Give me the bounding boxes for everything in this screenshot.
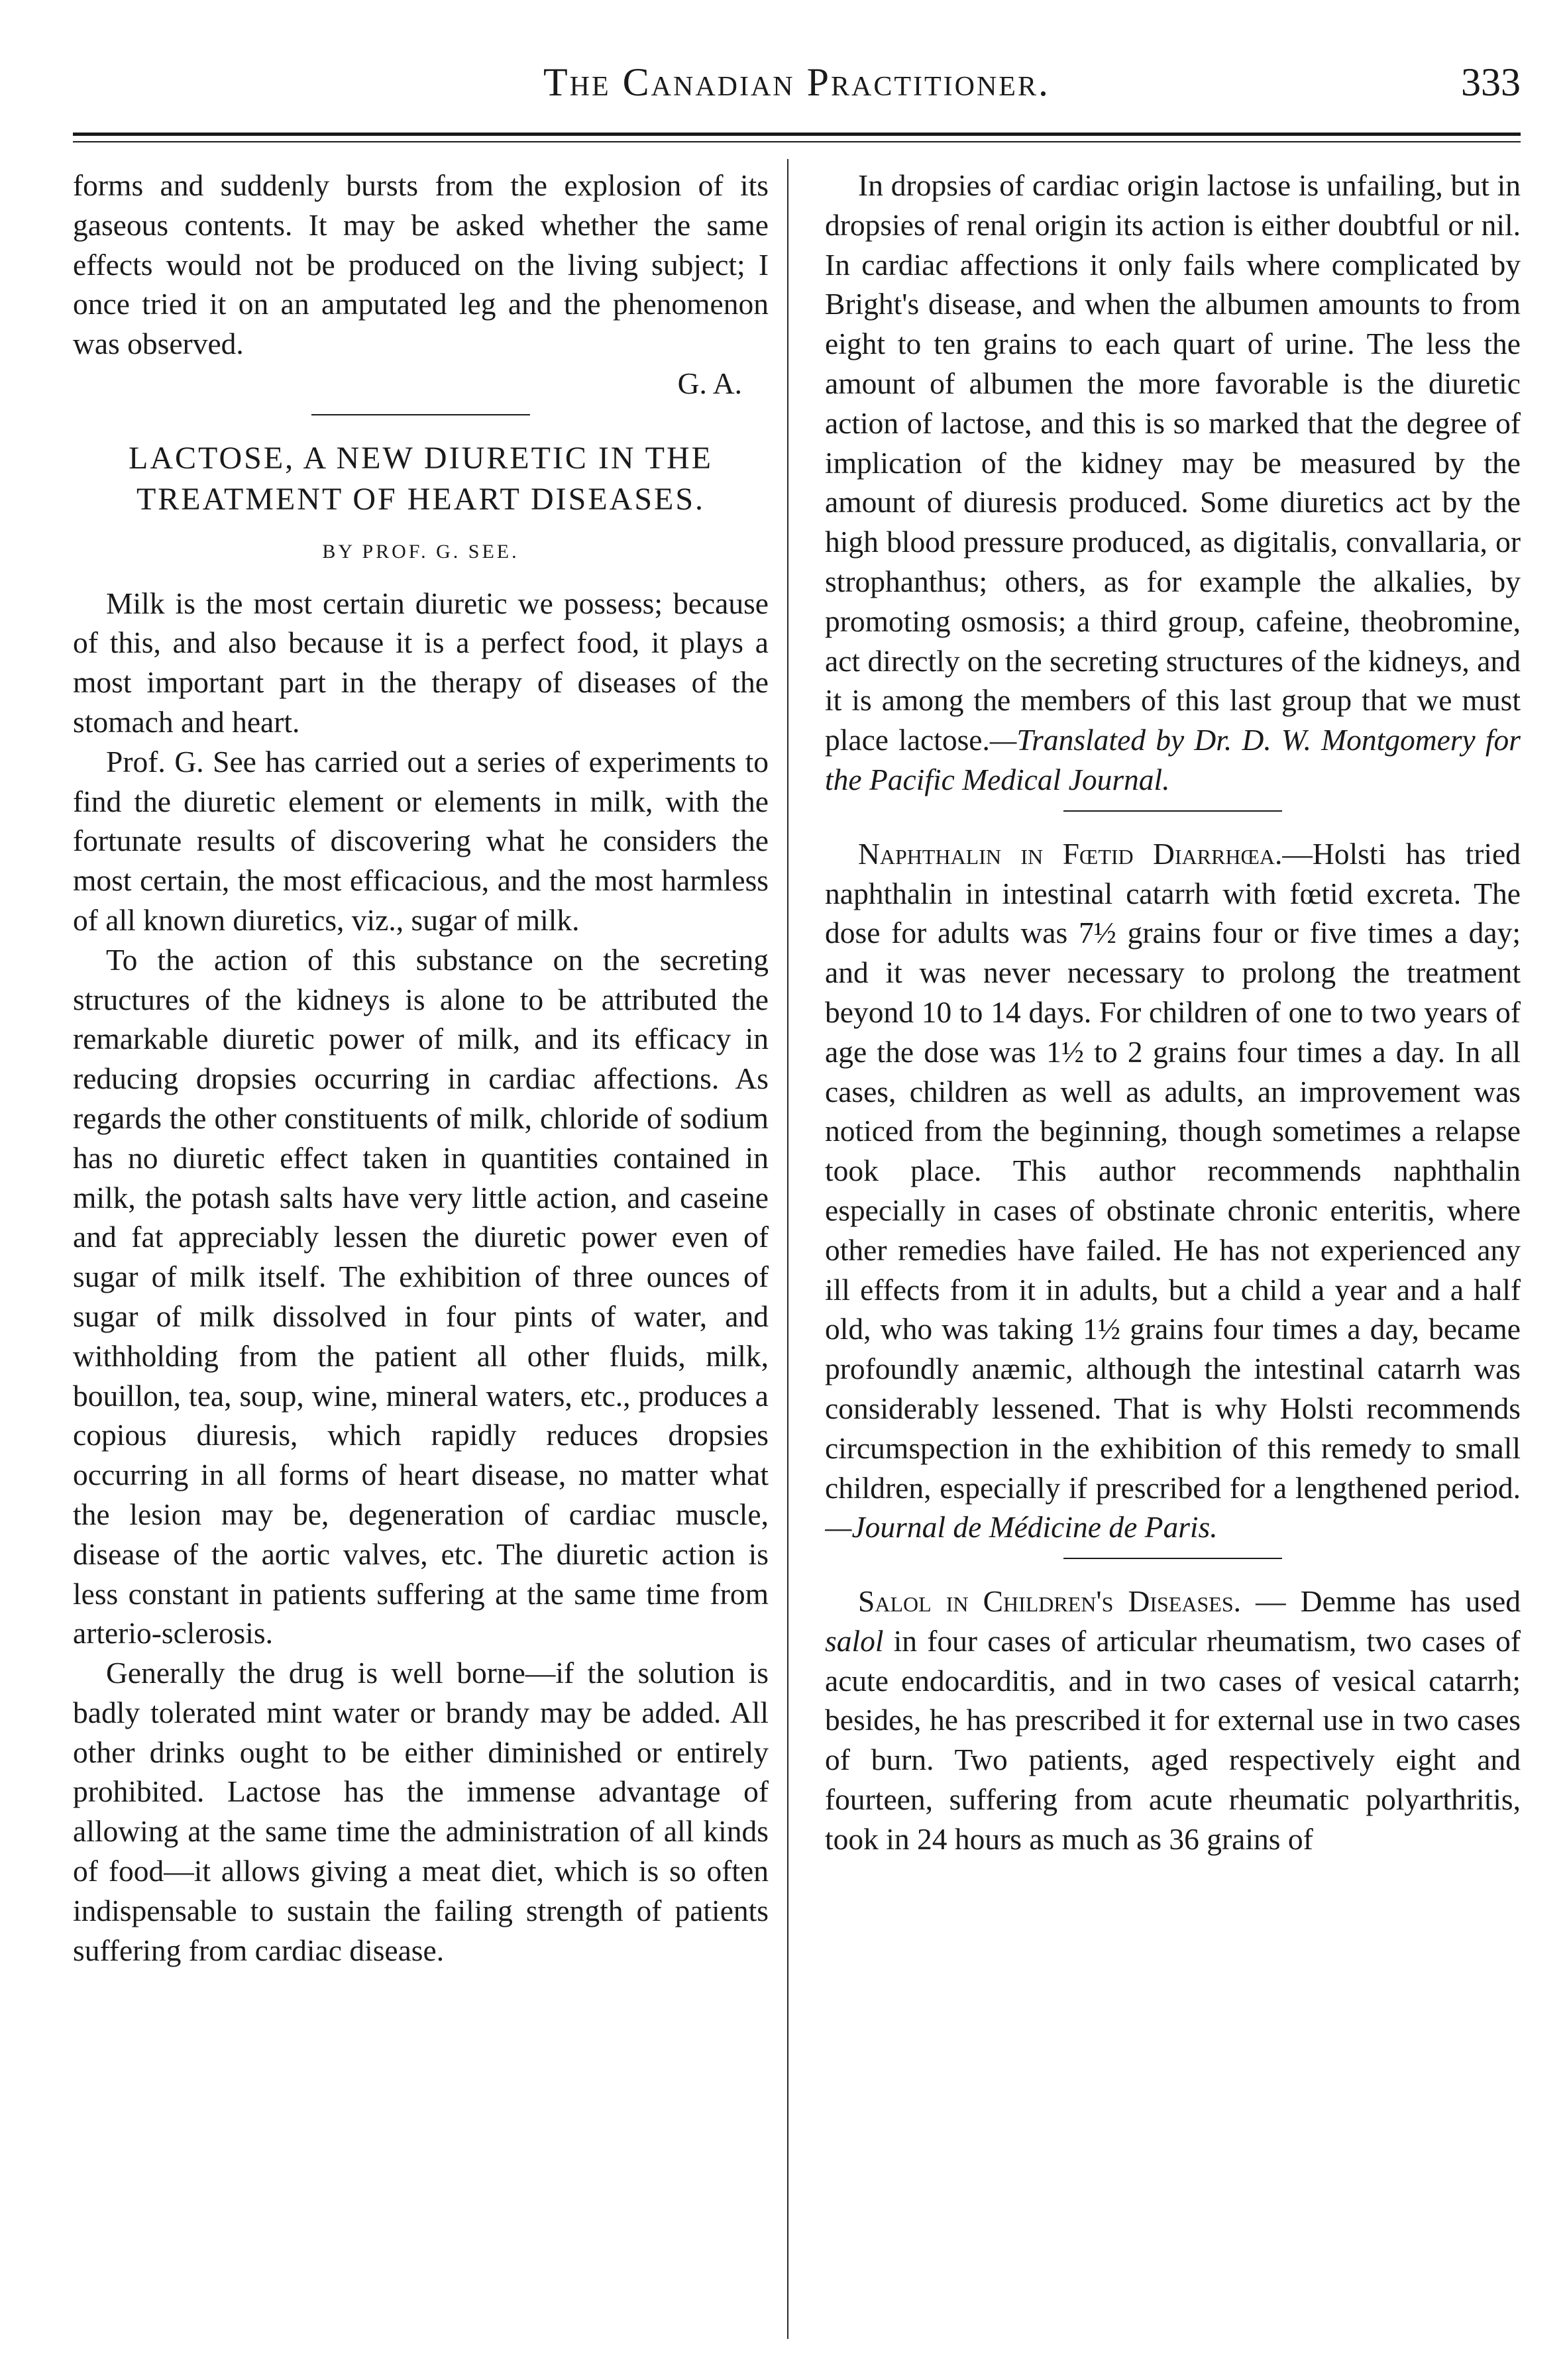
naphthalin-source-citation: —Journal de Médicine de Paris. [825, 1510, 1218, 1544]
right-column [825, 166, 1521, 2352]
article-paragraph: Prof. G. See has carried out a series of experiments to find the diuretic element or elements in milk, with the fortunate results of discovering what he considers the most certain, the most efficacious, and the most harmless of all known diuretics, viz., sugar of milk. [73, 744, 769, 937]
naphthalin-paragraph [825, 834, 1521, 1547]
carryover-paragraph: forms and suddenly bursts from the explosion of its gaseous contents. It may be asked whether the same effects would not be produced on the living subject; I once tried it on an amputated leg and the phenomenon was observed. [73, 168, 769, 361]
naphthalin-heading: Naphthalin in Fœtid Diarrhœa. [858, 836, 1283, 871]
article-byline: BY PROF. G. SEE. [322, 540, 519, 563]
article-title: LACTOSE, A NEW DIURETIC IN THE TREATMENT OF HEART DISEASES. [129, 440, 713, 517]
lactose-source-citation: —Translated by Dr. D. W. Montgomery for the Pacific Medical Journal. [825, 723, 1521, 796]
salol-heading: Salol in Children's Diseases. [858, 1584, 1241, 1619]
section-divider [311, 414, 530, 415]
page-header [73, 60, 1521, 129]
salol-drug-name: salol [825, 1623, 884, 1658]
salol-text-continued: in four cases of articular rheumatism, two cases of acute endocarditis, and in two cases of vesical catarrh; besides, he has prescribed it for external use in two cases of burn. Two patients, aged respectively eight and fourteen, suffering from acute rheumatic polyarthritis, took in 24 hours as much as 36 grains of [825, 1623, 1521, 1856]
header-rule-thin [73, 141, 1521, 142]
lactose-continued-text: In dropsies of cardiac origin lactose is unfailing, but in dropsies of renal origin its action is either doubtful or nil. In cardiac affections it only fails where complicated by Bright's disease, and when the albumen amounts to from eight to ten grains to each quart of urine. The less the amount of albumen the more favorable is the diuretic action of lactose, and this is so marked that the degree of implication of the kidney may be measured by the amount of diuresis produced. Some diuretics act by the high blood pressure produced, as digitalis, convallaria, or strophanthus; others, as for example the alkalies, by promoting osmosis; a third group, cafeine, theobromine, act directly on the secreting structures of the kidneys, and it is among the members of this last group that we must place lactose. [825, 168, 1521, 757]
header-rule-thick [73, 133, 1521, 136]
salol-text: — Demme has used [1241, 1584, 1521, 1619]
author-signature: G. A. [677, 366, 742, 400]
article-paragraph: Generally the drug is well borne—if the solution is badly tolerated mint water or brandy may be added. All other drinks ought to be either diminished or entirely prohibited. Lactose has the immense advantage of allowing at the same time the administration of all kinds of food—it allows giving a meat diet, which is so often indispensable to sustain the failing strength of patients suffering from cardiac disease. [73, 1656, 769, 1967]
article-paragraph: To the action of this substance on the secreting structures of the kidneys is alone to be attributed the remarkable diuretic power of milk, and its efficacy in reducing dropsies occurring in cardiac affections. As regards the other constituents of milk, chloride of sodium has no diuretic effect taken in quantities contained in milk, the potash salts have very little action, and caseine and fat appreciably lessen the diuretic power even of sugar of milk itself. The exhibition of three ounces of sugar of milk dissolved in four pints of water, and withholding from the patient all other fluids, milk, bouillon, tea, soup, wine, mineral waters, etc., produces a copious diuresis, which rapidly reduces dropsies occurring in all forms of heart disease, no matter what the lesion may be, degeneration of cardiac muscle, disease of the aortic valves, etc. The diuretic action is less constant in patients suffering at the same time from arterio-sclerosis. [73, 942, 769, 1650]
section-divider [1063, 810, 1282, 812]
running-title: The Canadian Practitioner. [543, 60, 1050, 104]
naphthalin-text: —Holsti has tried naphthalin in intestinal catarrh with fœtid excreta. The dose for adults was 7½ grains four or five times a day; and it was never necessary to prolong the treatment beyond 10 to 14 days. For children of one to two years of age the dose was 1½ to 2 grains four times a day. In all cases, children as well as adults, an improvement was noticed from the beginning, though sometimes a relapse took place. This author recommends naphthalin especially in cases of obstinate chronic enteritis, where other remedies have failed. He has not experienced any ill effects from it in adults, but a child a year and a half old, who was taking 1½ grains four times a day, became profoundly anæmic, although the intestinal catarrh was considerably lessened. That is why Holsti recommends circumspection in the exhibition of this remedy to small children, especially if prescribed for a lengthened period. [825, 836, 1521, 1505]
article-paragraph: Milk is the most certain diuretic we possess; because of this, and also because it is a perfect food, it plays a most important part in the therapy of diseases of the stomach and heart. [73, 586, 769, 739]
column-divider [787, 159, 788, 2339]
left-column [73, 166, 769, 2352]
lactose-continued-paragraph [825, 166, 1521, 800]
salol-paragraph [825, 1582, 1521, 1859]
section-divider [1063, 1558, 1282, 1559]
page-number: 333 [1461, 60, 1521, 104]
